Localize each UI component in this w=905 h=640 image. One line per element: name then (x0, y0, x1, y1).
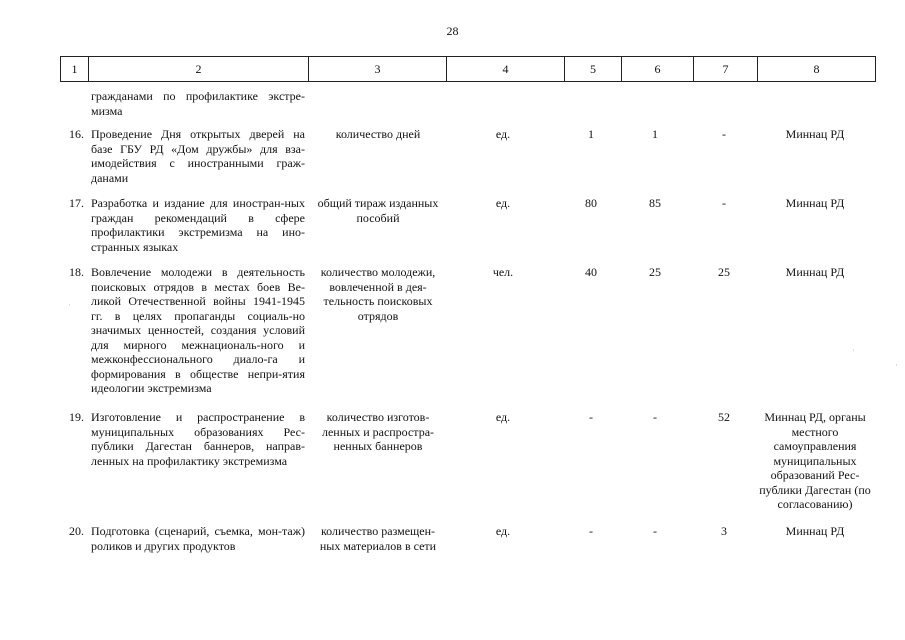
row-value-6: 1 (652, 127, 658, 141)
header-col-3: 3 (309, 57, 447, 81)
row-value-5: 1 (588, 127, 594, 141)
row-value-7: - (722, 127, 726, 141)
header-col-2: 2 (89, 57, 309, 81)
row-unit: ед. (495, 196, 511, 210)
row-number: 18. (69, 265, 84, 279)
row-value-6: 25 (649, 265, 661, 279)
row-description: Разработка и издание для иностран-ных граждан рекомендаций в сфере профилактики экстремизма на ино-странных языках (91, 196, 305, 254)
scan-speck: · (895, 360, 898, 370)
header-col-7: 7 (694, 57, 758, 81)
row-indicator: количество молодежи, вовлеченной в дея-тельность поисковых отрядов (320, 265, 436, 323)
row-description: Проведение Дня открытых дверей на базе ГБУ РД «Дом дружбы» для вза-имодействия с иностранными граж-данами (91, 127, 305, 185)
row-value-7: 25 (718, 265, 730, 279)
row-number: 19. (69, 410, 84, 424)
row-value-5: - (589, 410, 593, 424)
scan-speck: · (68, 300, 71, 310)
row-indicator: количество дней (335, 127, 421, 141)
continuation-text: гражданами по профилактике экстре-мизма (91, 89, 305, 118)
row-executor: Миннац РД, органы местного самоуправления муниципальных образований Рес-публики Дагестан (по согласованию) (759, 410, 871, 511)
row-value-7: - (722, 196, 726, 210)
row-number: 16. (69, 127, 84, 141)
row-value-6: - (653, 524, 657, 538)
row-unit: чел. (492, 265, 514, 279)
row-value-5: 80 (585, 196, 597, 210)
row-description: Вовлечение молодежи в деятельность поисковых отрядов в местах боев Ве-ликой Отечественной войны 1941-1945 гг. в целях пропаганды социаль-но значимых ценностей, создания условий для мирного межнациональ-ного и межконфессионального диало-га и формирования в обществе непри-ятия идеологии экстремизма (91, 265, 305, 395)
row-indicator: общий тираж изданных пособий (317, 196, 439, 225)
header-col-5: 5 (565, 57, 622, 81)
page-number: 28 (446, 24, 459, 38)
row-number: 20. (69, 524, 84, 538)
header-col-4: 4 (447, 57, 565, 81)
table-header (60, 56, 876, 82)
row-number: 17. (69, 196, 84, 210)
row-description: Изготовление и распространение в муниципальных образованиях Рес-публики Дагестан баннеров, направ-ленных на профилактику экстремизма (91, 410, 305, 468)
row-value-6: 85 (649, 196, 661, 210)
row-description: Подготовка (сценарий, съемка, мон-таж) роликов и других продуктов (91, 524, 305, 553)
row-value-5: 40 (585, 265, 597, 279)
header-col-6: 6 (622, 57, 694, 81)
row-unit: ед. (495, 127, 511, 141)
row-value-6: - (653, 410, 657, 424)
row-executor: Миннац РД (785, 524, 845, 538)
row-executor: Миннац РД (785, 127, 845, 141)
header-col-8: 8 (813, 61, 820, 76)
header-col-1: 1 (61, 57, 89, 81)
row-indicator: количество изготов-ленных и распростра-ненных баннеров (321, 410, 435, 453)
row-value-7: 52 (718, 410, 730, 424)
scan-speck: · (852, 345, 855, 355)
row-indicator: количество размещен-ных материалов в сети (319, 524, 437, 553)
row-executor: Миннац РД (785, 196, 845, 210)
row-unit: ед. (495, 410, 511, 424)
row-executor: Миннац РД (785, 265, 845, 279)
row-unit: ед. (495, 524, 511, 538)
row-value-7: 3 (721, 524, 727, 538)
row-value-5: - (589, 524, 593, 538)
